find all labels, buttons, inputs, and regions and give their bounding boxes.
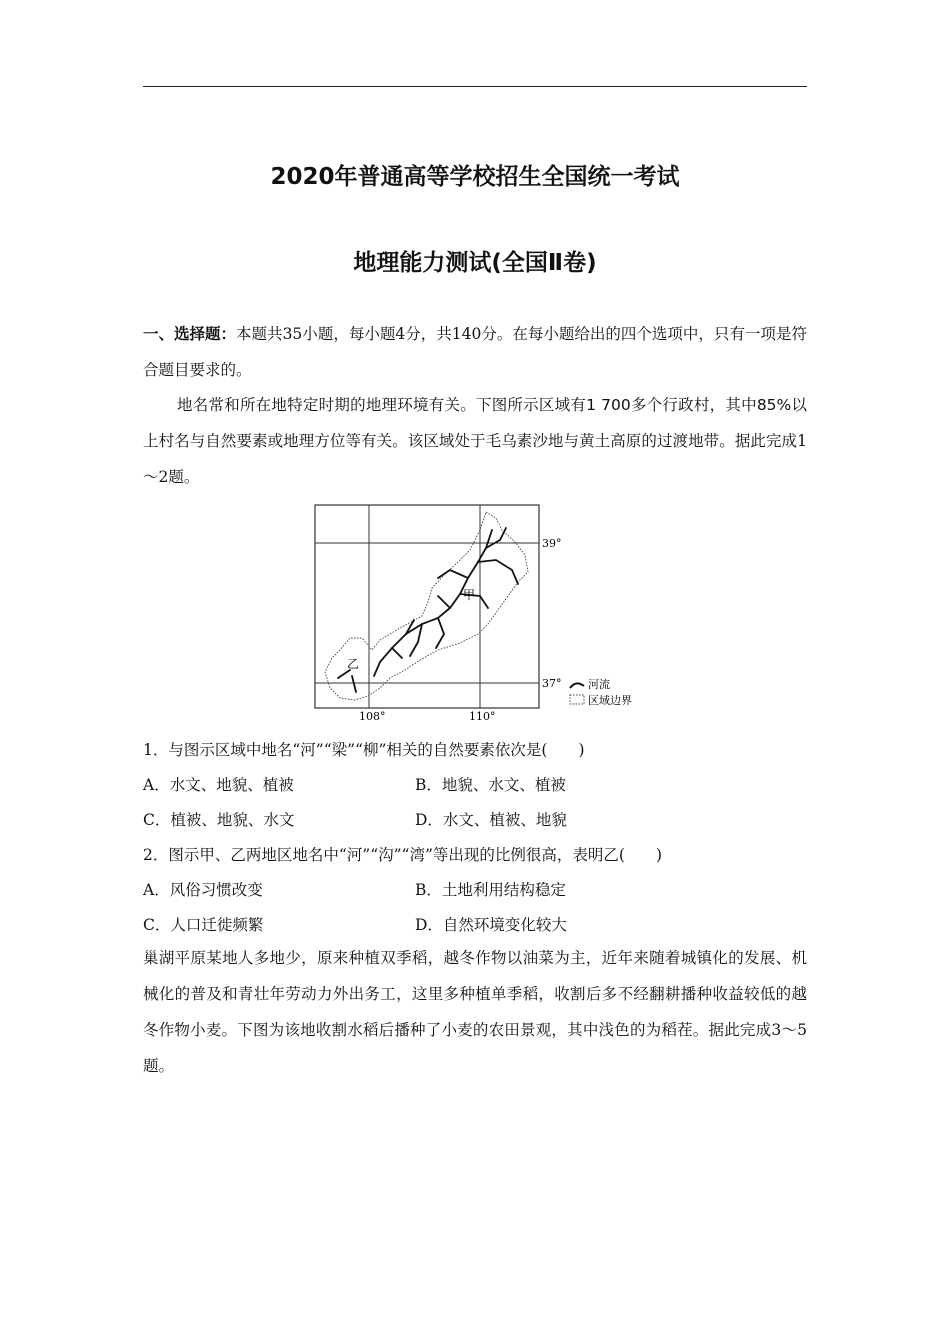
river-lines	[338, 528, 518, 692]
question-2-option-c[interactable]: C．人口迁徙频繁	[143, 916, 264, 934]
passage-1-text: 地名常和所在地特定时期的地理环境有关。下图所示区域有1 700多个行政村，其中85%以上村名与自然要素或地理方位等有关。该区域处于毛乌素沙地与黄土高原的过渡地带。	[143, 396, 807, 450]
question-2-option-d[interactable]: D．自然环境变化较大	[415, 916, 567, 934]
passage-2-text: 巢湖平原某地人多地少，原来种植双季稻，越冬作物以油菜为主，近年来随着城镇化的发展、机械化的普及和青壮年劳动力外出务工，这里多种植单季稻，收割后多不经翻耕播种收益较低的越冬作物小麦。下图为该地收割水稻后播种了小麦的农田景观，其中浅色的为稻茬。	[143, 949, 807, 1039]
section-heading: 一、选择题：	[143, 325, 237, 343]
question-1-stem: 1．与图示区域中地名“河”“梁”“柳”相关的自然要素依次是( )	[143, 741, 585, 759]
passage-1	[143, 387, 807, 495]
legend-boundary-symbol	[570, 695, 584, 704]
legend-boundary-label: 区域边界	[588, 694, 632, 707]
question-1-option-c[interactable]: C．植被、地貌、水文	[143, 811, 295, 829]
exam-title: 2020年普通高等学校招生全国统一考试	[270, 164, 680, 190]
question-1-option-b[interactable]: B．地貌、水文、植被	[415, 776, 566, 794]
question-2-stem: 2．图示甲、乙两地区地名中“河”“沟”“湾”等出现的比例很高，表明乙( )	[143, 846, 663, 864]
lon-label-110: 110°	[469, 710, 496, 723]
header-rule	[143, 86, 807, 87]
legend-river-label: 河流	[588, 678, 610, 691]
passage-2	[143, 940, 807, 1084]
legend-river-symbol	[570, 683, 584, 688]
section-instructions-text: 本题共35小题，每小题4分，共140分。在每小题给出的四个选项中，只有一项是符合题目要求的。	[143, 325, 807, 379]
lat-label-37: 37°	[542, 677, 562, 690]
region-boundary	[325, 512, 528, 700]
region-map	[310, 500, 650, 725]
question-2-option-b[interactable]: B．土地利用结构稳定	[415, 881, 566, 899]
question-1-option-d[interactable]: D．水文、植被、地貌	[415, 811, 567, 829]
passage-2-tail: 据此完成3～5题。	[143, 1021, 807, 1075]
place-label-jia: 甲	[463, 588, 476, 602]
lon-label-108: 108°	[359, 710, 386, 723]
question-1-option-a[interactable]: A．水文、地貌、植被	[143, 776, 294, 794]
place-label-yi: 乙	[347, 657, 360, 671]
passage-1-tail: 据此完成1～2题。	[143, 432, 807, 486]
section-instructions	[143, 316, 807, 388]
lat-label-39: 39°	[542, 537, 562, 550]
question-2-option-a[interactable]: A．风俗习惯改变	[143, 881, 263, 899]
exam-subtitle: 地理能力测试(全国Ⅱ卷)	[353, 250, 597, 276]
